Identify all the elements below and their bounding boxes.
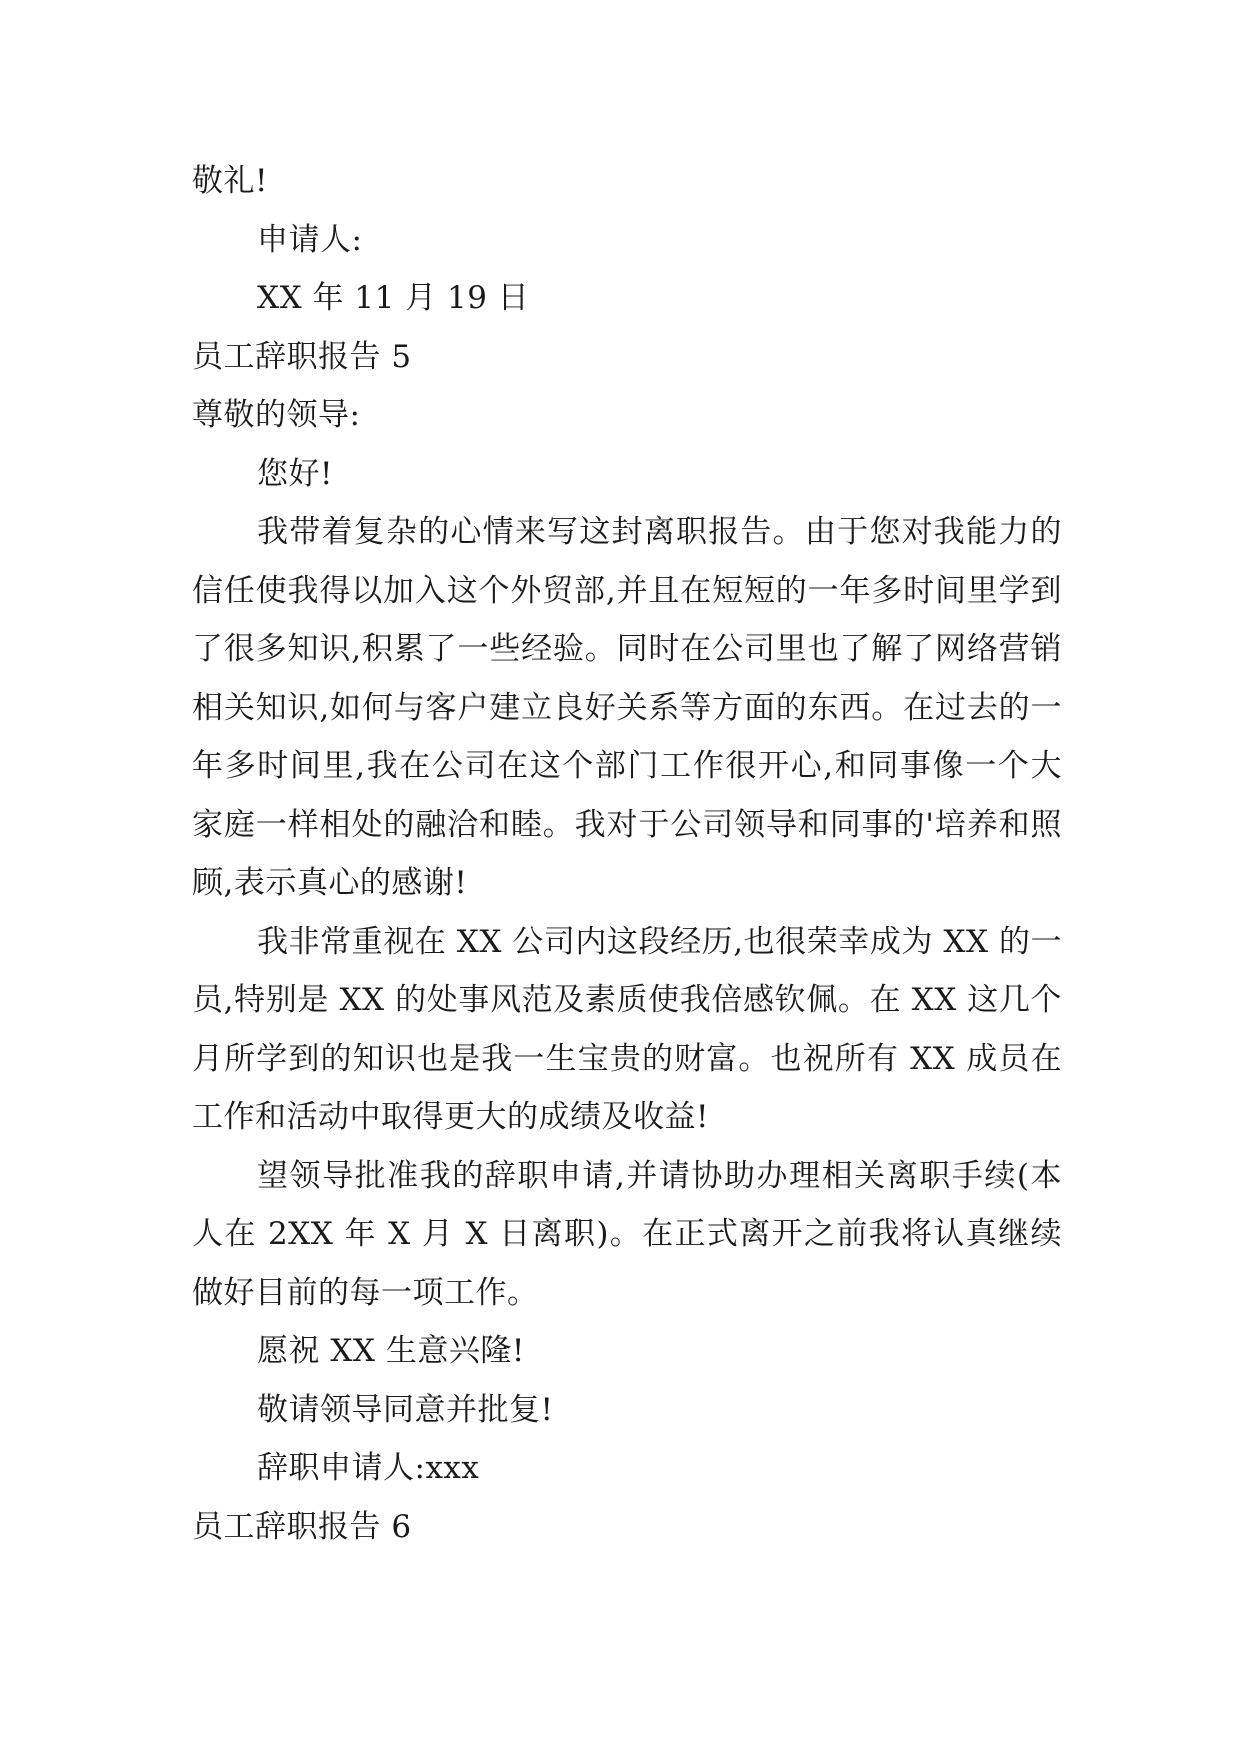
section-title-5: 员工辞职报告 5	[192, 338, 412, 375]
document-body	[192, 152, 1062, 1556]
applicant-label: 申请人:	[257, 221, 363, 258]
paragraph-3: 望领导批准我的辞职申请,并请协助办理相关离职手续(本人在 2XX 年 X 月 X 日离职)。在正式离开之前我将认真继续做好目前的每一项工作。	[192, 1157, 1062, 1311]
resignation-applicant: 辞职申请人:xxx	[257, 1450, 480, 1486]
greeting: 您好!	[257, 455, 333, 492]
salutation: 尊敬的领导:	[192, 397, 361, 433]
section-title-6: 员工辞职报告 6	[192, 1508, 412, 1545]
closing-text: 敬礼!	[192, 163, 268, 199]
request-text: 敬请领导同意并批复!	[257, 1391, 554, 1428]
wish-text: 愿祝 XX 生意兴隆!	[257, 1333, 525, 1369]
paragraph-1: 我带着复杂的心情来写这封离职报告。由于您对我能力的信任使我得以加入这个外贸部,并且在短短的一年多时间里学到了很多知识,积累了一些经验。同时在公司里也了解了网络营销相关知识,如何与客户建立良好关系等方面的东西。在过去的一年多时间里,我在公司在这个部门工作很开心,和同事像一个大家庭一样相处的融洽和睦。我对于公司领导和同事的'培养和照顾,表示真心的感谢!	[192, 514, 1062, 901]
date-text: XX 年 11 月 19 日	[257, 280, 530, 316]
paragraph-2: 我非常重视在 XX 公司内这段经历,也很荣幸成为 XX 的一员,特别是 XX 的处事风范及素质使我倍感钦佩。在 XX 这几个月所学到的知识也是我一生宝贵的财富。也祝所有 XX 成员在工作和活动中取得更大的成绩及收益!	[192, 923, 1062, 1135]
